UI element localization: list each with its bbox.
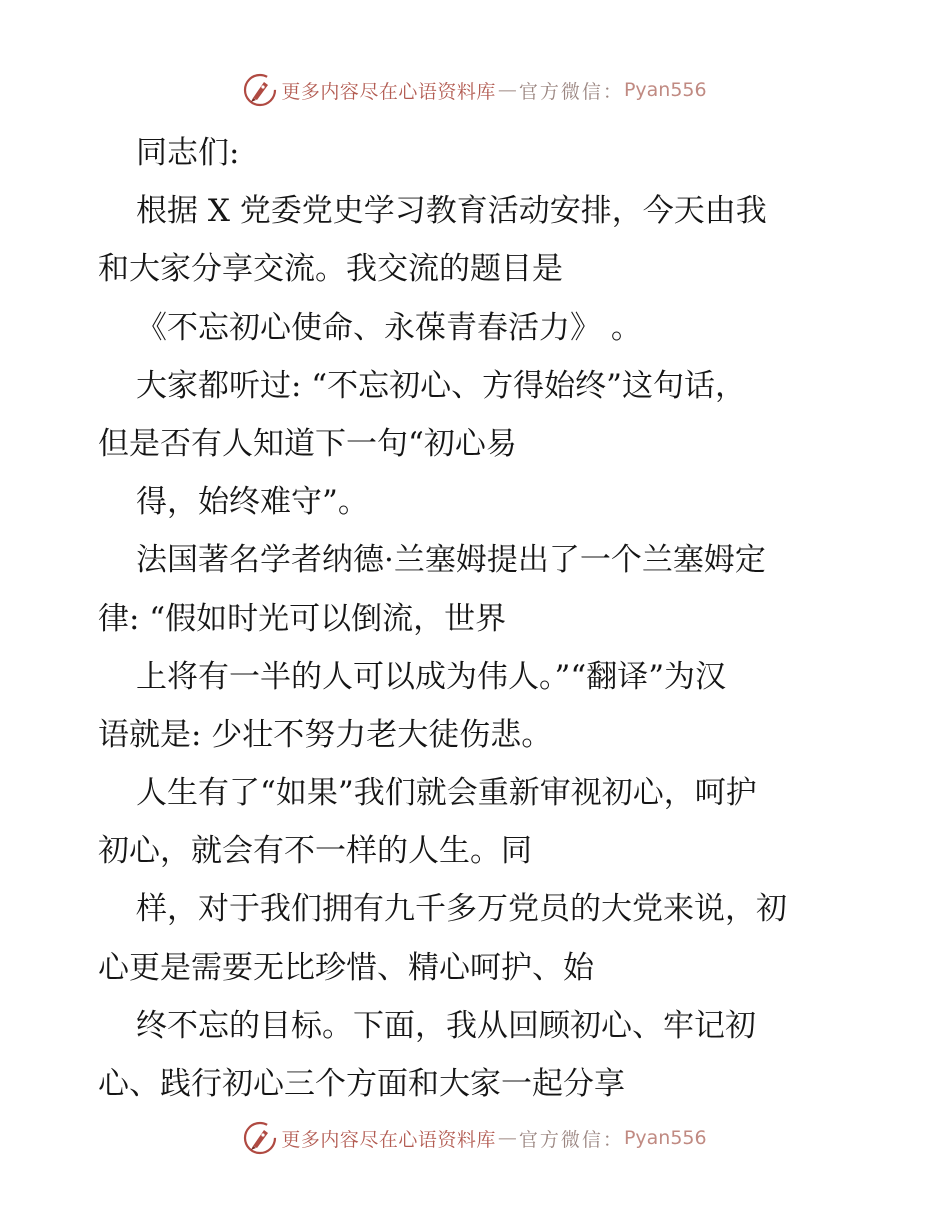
text-line: 样，对于我们拥有九千多万党员的大党来说，初 xyxy=(136,891,787,928)
watermark-site-text: 更多内容尽在心语资料库 xyxy=(281,80,496,103)
watermark-wechat-id: Pyan556 xyxy=(623,79,707,101)
text-line: 根据 X 党委党史学习教育活动安排，今天由我 xyxy=(136,193,767,230)
text-line: 《不忘初心使命、永葆青春活力》 。 xyxy=(136,309,642,346)
footer-watermark xyxy=(0,1118,950,1158)
text-line: 初心，就会有不一样的人生。同 xyxy=(98,833,532,870)
text-line: 大家都听过: “不忘初心、方得始终”这句话， xyxy=(136,367,746,404)
watermark-site-text: 更多内容尽在心语资料库 xyxy=(281,1128,496,1151)
text-line: 终不忘的目标。下面，我从回顾初心、牢记初 xyxy=(136,1007,756,1044)
watermark-label: 官方微信： xyxy=(518,1128,624,1151)
text-line: 心更是需要无比珍惜、精心呵护、始 xyxy=(98,949,594,986)
watermark-separator: — xyxy=(497,79,517,101)
text-line: 上将有一半的人可以成为伟人。”“翻译”为汉 xyxy=(136,658,727,695)
text-line: 法国著名学者纳德·兰塞姆提出了一个兰塞姆定 xyxy=(136,542,766,579)
pen-nib-circle-icon xyxy=(243,73,277,107)
text-line: 和大家分享交流。我交流的题目是 xyxy=(98,251,563,288)
text-line: 但是否有人知道下一句“初心易 xyxy=(98,425,517,462)
pen-nib-circle-icon xyxy=(243,1121,277,1155)
text-line: 律: “假如时光可以倒流，世界 xyxy=(98,600,507,637)
text-line: 人生有了“如果”我们就会重新审视初心，呵护 xyxy=(136,775,757,812)
watermark-wechat-id: Pyan556 xyxy=(623,1127,707,1149)
watermark-separator: — xyxy=(497,1127,517,1149)
text-line: 语就是: 少壮不努力老大徒伤悲。 xyxy=(98,716,553,753)
document-body xyxy=(98,124,858,1113)
text-line: 同志们: xyxy=(136,135,240,171)
header-watermark xyxy=(0,70,950,110)
watermark-label: 官方微信： xyxy=(518,80,624,103)
text-line: 得，始终难守”。 xyxy=(136,484,369,521)
text-line: 心、践行初心三个方面和大家一起分享 xyxy=(98,1066,625,1102)
